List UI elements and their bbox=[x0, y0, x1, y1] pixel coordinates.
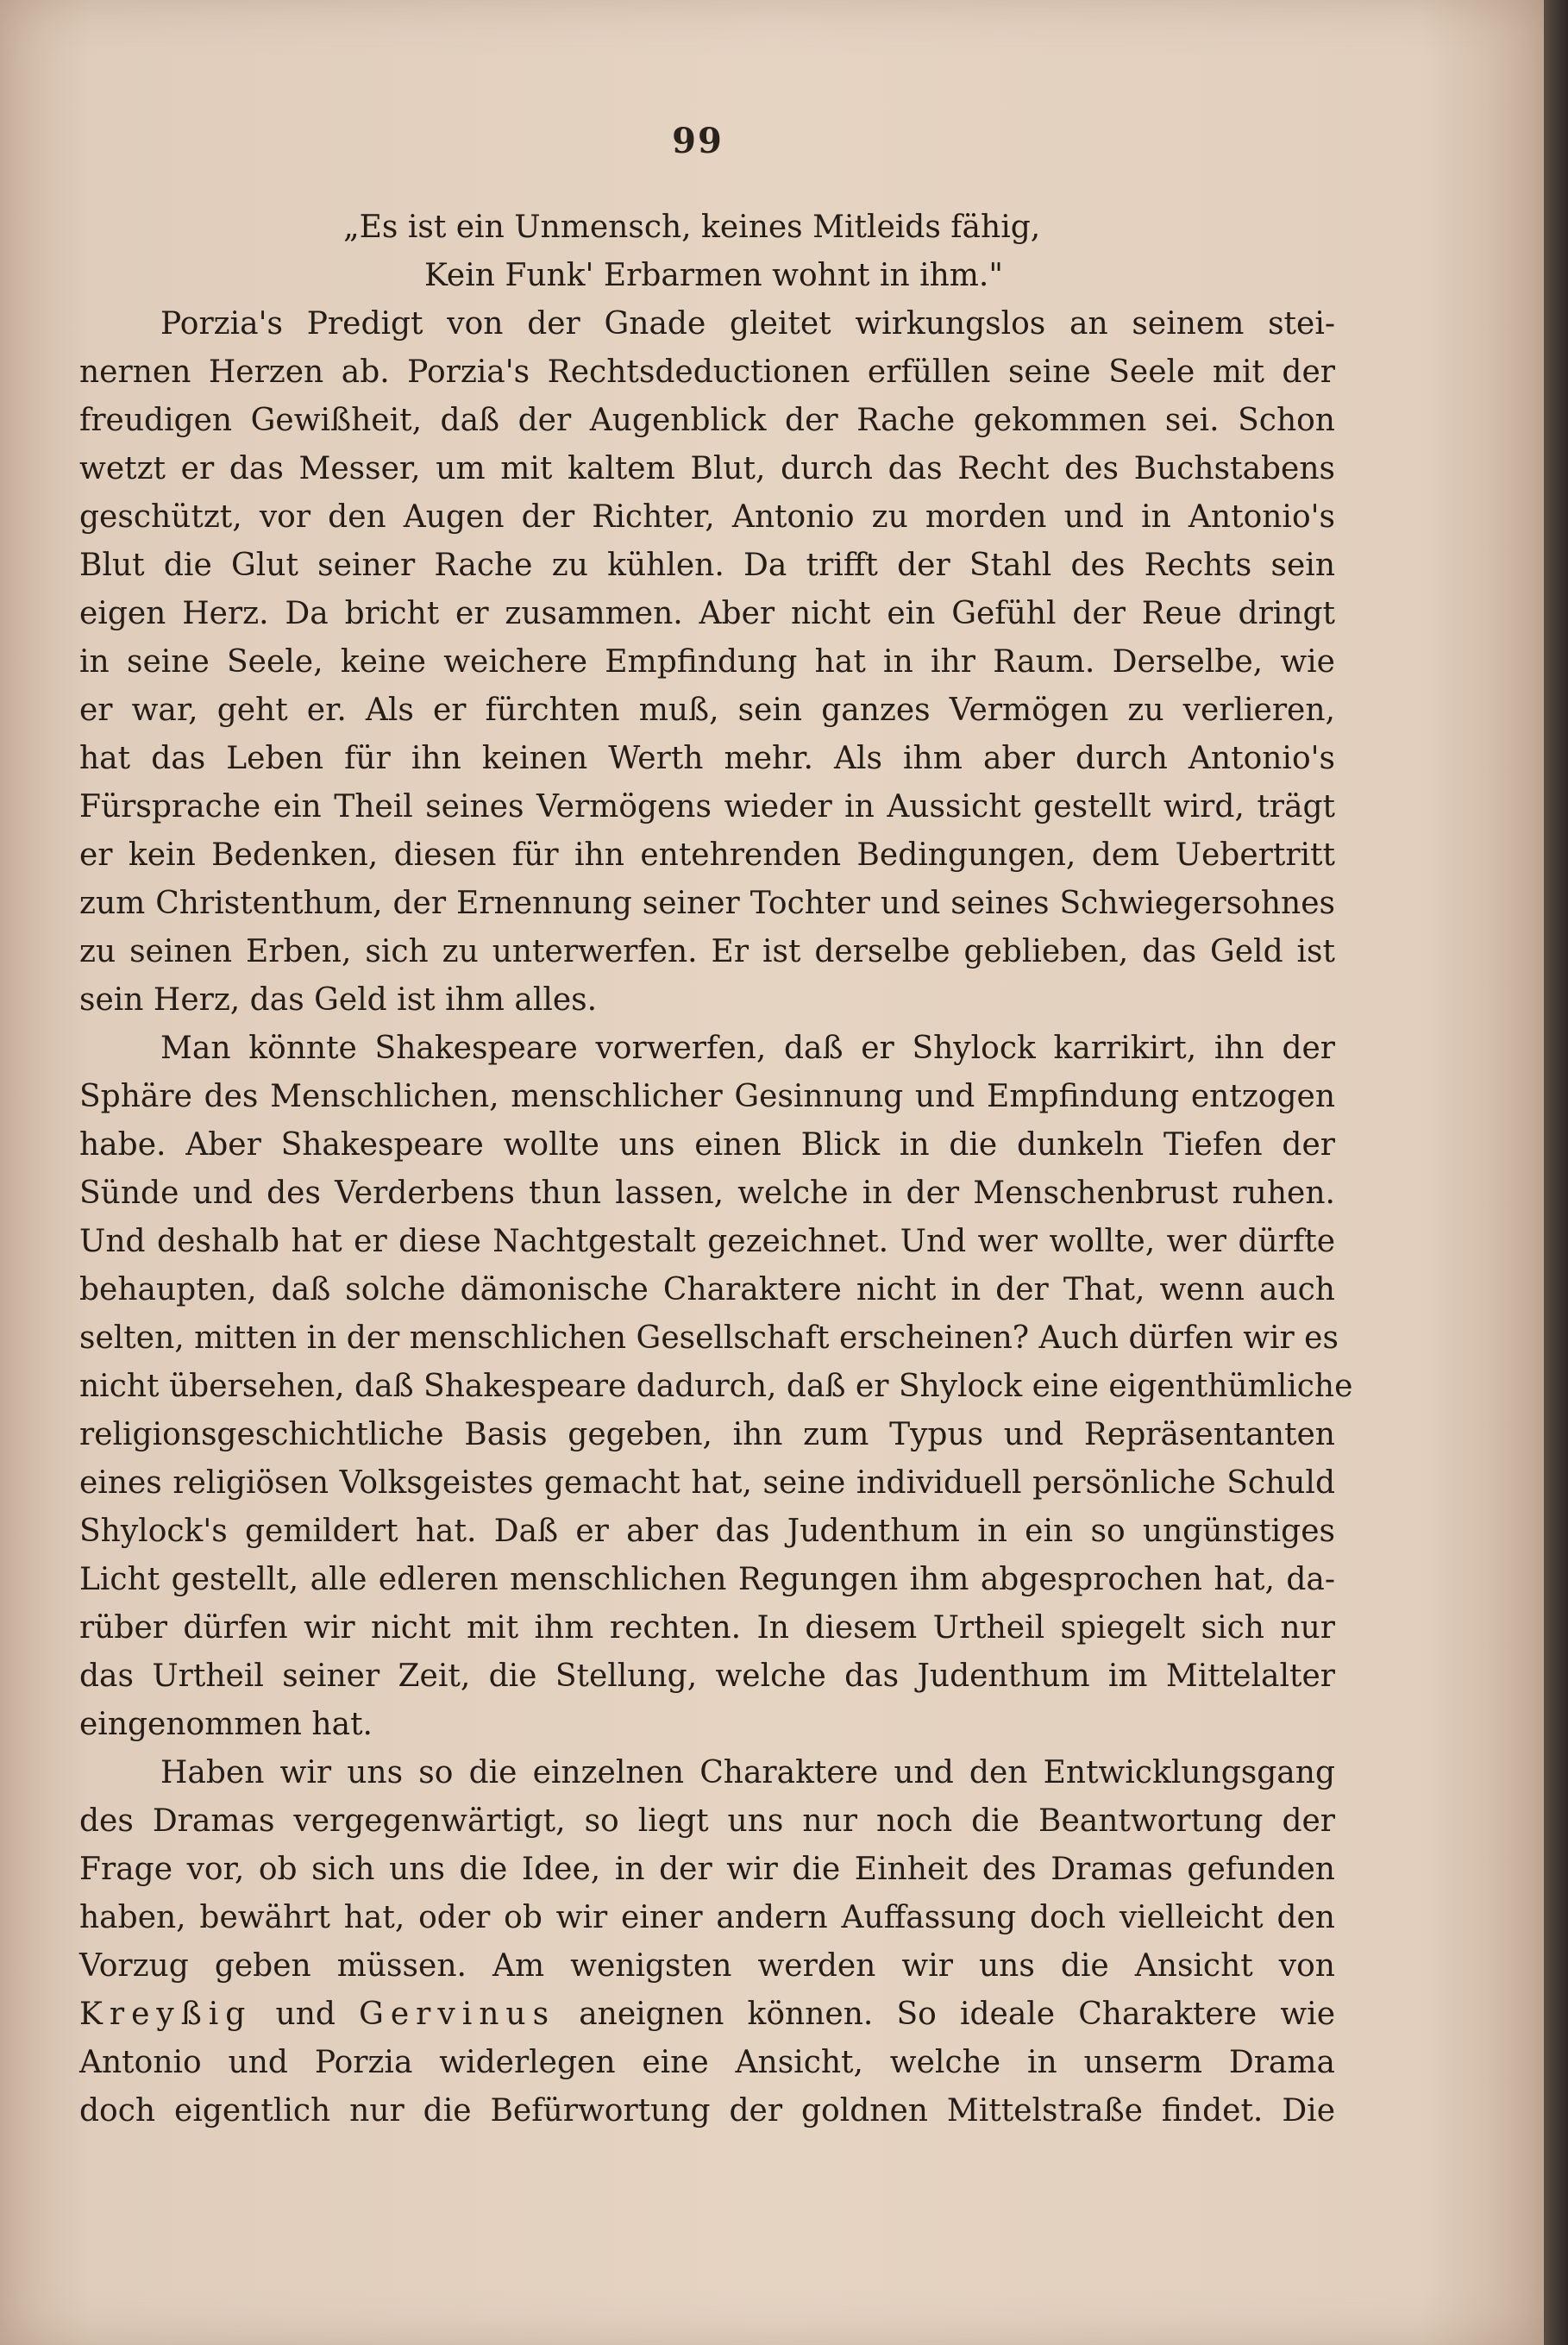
text-line-with-names bbox=[79, 1991, 1335, 2039]
text-line: nicht übersehen, daß Shakespeare dadurch, daß er Shylock eine eigenthümliche bbox=[79, 1369, 1353, 1404]
text-line: das Urtheil seiner Zeit, die Stellung, welche das Judenthum im Mittelalter bbox=[79, 1658, 1335, 1694]
text-line: in seine Seele, keine weichere Empfindung hat in ihr Raum. Derselbe, wie bbox=[79, 644, 1335, 680]
paragraph-3 bbox=[79, 1749, 1335, 2135]
text-line: sein Herz, das Geld ist ihm alles. bbox=[79, 982, 598, 1018]
text-line: Porzia's Predigt von der Gnade gleitet wirkungslos an seinem stei- bbox=[160, 306, 1335, 342]
text-line: hat das Leben für ihn keinen Werth mehr. Als ihm aber durch Antonio's bbox=[79, 741, 1335, 776]
quote-line: „Es ist ein Unmensch, keines Mitleids fähig, bbox=[343, 210, 1041, 245]
conjunction: und bbox=[275, 1997, 336, 2032]
text-line: Blut die Glut seiner Rache zu kühlen. Da trifft der Stahl des Rechts sein bbox=[79, 548, 1335, 583]
text-line: des Dramas vergegenwärtigt, so liegt uns nur noch die Beantwortung der bbox=[79, 1803, 1335, 1839]
text-line: Shylock's gemildert hat. Daß er aber das Judenthum in ein so ungünstiges bbox=[79, 1514, 1335, 1549]
text-line: rüber dürfen wir nicht mit ihm rechten. In diesem Urtheil spiegelt sich nur bbox=[79, 1610, 1335, 1646]
text-line: eigen Herz. Da bricht er zusammen. Aber nicht ein Gefühl der Reue dringt bbox=[79, 596, 1335, 631]
paragraph-2 bbox=[79, 1025, 1353, 1749]
text-line: selten, mitten in der menschlichen Gesellschaft erscheinen? Auch dürfen wir es bbox=[79, 1320, 1339, 1356]
text-line: freudigen Gewißheit, daß der Augenblick der Rache gekommen sei. Schon bbox=[79, 403, 1335, 438]
text-fragment: aneignen können. So ideale Charaktere wie bbox=[579, 1997, 1335, 2032]
text-line: Man könnte Shakespeare vorwerfen, daß er Shylock karrikirt, ihn der bbox=[160, 1031, 1335, 1066]
text-line: nernen Herzen ab. Porzia's Rechtsdeductionen erfüllen seine Seele mit der bbox=[79, 354, 1335, 390]
quote-line: Kein Funk' Erbarmen wohnt in ihm." bbox=[424, 258, 1003, 293]
text-line: Sphäre des Menschlichen, menschlicher Gesinnung und Empfindung entzogen bbox=[79, 1079, 1335, 1114]
text-line: wetzt er das Messer, um mit kaltem Blut, durch das Recht des Buchstabens bbox=[79, 451, 1335, 486]
author-name-kreyssig: Kreyßig bbox=[79, 1997, 253, 2032]
text-line: zu seinen Erben, sich zu unterwerfen. Er ist derselbe geblieben, das Geld ist bbox=[79, 934, 1335, 969]
text-line: Licht gestellt, alle edleren menschlichen Regungen ihm abgesprochen hat, da- bbox=[79, 1562, 1335, 1597]
text-line: doch eigentlich nur die Befürwortung der goldnen Mittelstraße findet. Die bbox=[79, 2093, 1335, 2129]
text-line: geschützt, vor den Augen der Richter, Antonio zu morden und in Antonio's bbox=[79, 499, 1335, 535]
text-line: religionsgeschichtliche Basis gegeben, ihn zum Typus und Repräsentanten bbox=[79, 1417, 1335, 1452]
text-line: behaupten, daß solche dämonische Charaktere nicht in der That, wenn auch bbox=[79, 1272, 1335, 1307]
text-line: Frage vor, ob sich uns die Idee, in der wir die Einheit des Dramas gefunden bbox=[79, 1852, 1335, 1887]
page-body bbox=[79, 204, 1353, 2135]
text-line: habe. Aber Shakespeare wollte uns einen Blick in die dunkeln Tiefen der bbox=[79, 1127, 1335, 1163]
text-line: haben, bewährt hat, oder ob wir einer andern Auffassung doch vielleicht den bbox=[79, 1900, 1335, 1935]
text-line: eines religiösen Volksgeistes gemacht hat, seine individuell persönliche Schuld bbox=[79, 1465, 1335, 1501]
paragraph-1 bbox=[79, 300, 1335, 1025]
text-line: Fürsprache ein Theil seines Vermögens wieder in Aussicht gestellt wird, trägt bbox=[79, 789, 1335, 825]
text-line: eingenommen hat. bbox=[79, 1707, 373, 1742]
page-number: 99 bbox=[672, 121, 724, 161]
quote-block bbox=[343, 204, 1335, 300]
text-line: Haben wir uns so die einzelnen Charaktere und den Entwicklungsgang bbox=[160, 1755, 1335, 1790]
text-line: Sünde und des Verderbens thun lassen, welche in der Menschenbrust ruhen. bbox=[79, 1176, 1335, 1211]
text-line: Und deshalb hat er diese Nachtgestalt gezeichnet. Und wer wollte, wer dürfte bbox=[79, 1224, 1335, 1259]
text-line: zum Christenthum, der Ernennung seiner Tochter und seines Schwiegersohnes bbox=[79, 886, 1335, 921]
book-edge bbox=[1544, 0, 1568, 2345]
author-name-gervinus: Gervinus bbox=[359, 1997, 556, 2032]
text-line: er kein Bedenken, diesen für ihn entehrenden Bedingungen, dem Uebertritt bbox=[79, 837, 1335, 873]
text-line: Antonio und Porzia widerlegen eine Ansicht, welche in unserm Drama bbox=[79, 2045, 1335, 2080]
text-line: er war, geht er. Als er fürchten muß, sein ganzes Vermögen zu verlieren, bbox=[79, 693, 1335, 728]
text-line: Vorzug geben müssen. Am wenigsten werden wir uns die Ansicht von bbox=[79, 1948, 1335, 1984]
